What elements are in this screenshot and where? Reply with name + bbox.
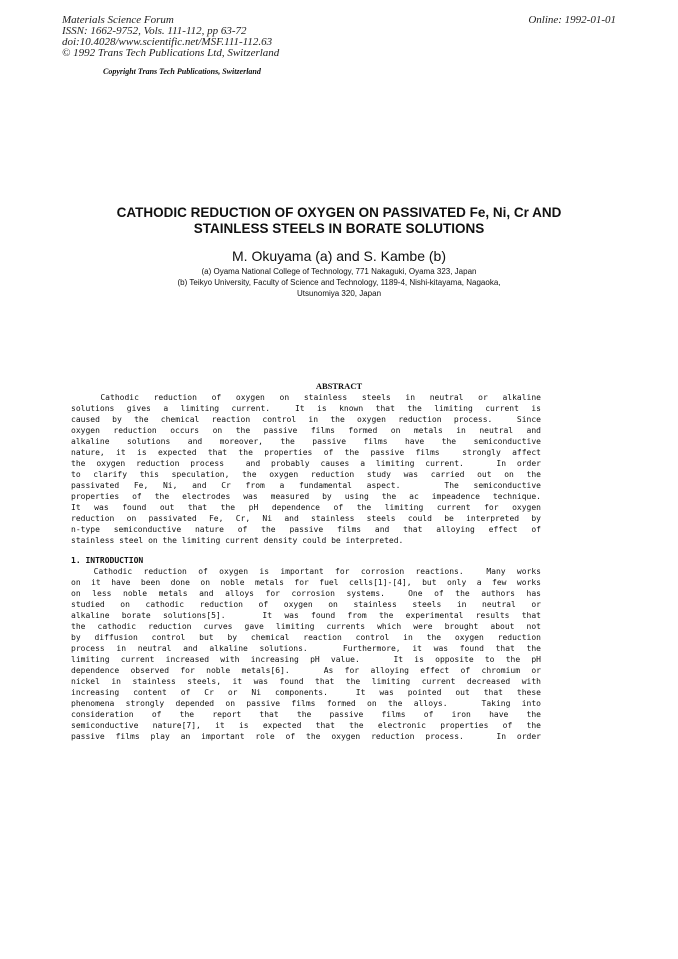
journal-info xyxy=(62,15,422,59)
text-line: increasing content of Cr or Ni components. It was pointed out that these xyxy=(71,688,541,697)
text-line: studied on cathodic reduction of oxygen on stainless steels in neutral or xyxy=(71,600,541,609)
text-line: n-type semiconductive nature of the passive films and that alloying effect of xyxy=(71,525,541,534)
text-line: oxygen reduction occurs on the passive films formed on metals in neutral and xyxy=(71,426,541,435)
paper-title xyxy=(80,205,598,237)
text-line: semiconductive nature[7], it is expected that the electronic properties of the xyxy=(71,721,541,730)
text-line: nature, it is expected that the properties of the passive films strongly affect xyxy=(71,448,541,457)
text-line: caused by the chemical reaction control in the oxygen reduction process. Since xyxy=(71,415,541,424)
text-line: alkaline borate solutions[5]. It was found from the experimental results that xyxy=(71,611,541,620)
text-line: the oxygen reduction process and probably causes a limiting current. In order xyxy=(71,459,541,468)
text-line: passivated Fe, Ni, and Cr from a fundamental aspect. The semiconductive xyxy=(71,481,541,490)
text-line: by diffusion control but by chemical reaction control in the oxygen reduction xyxy=(71,633,541,642)
text-line: process in neutral and alkaline solutions. Furthermore, it was found that the xyxy=(71,644,541,653)
text-line: It was found out that the pH dependence of the limiting current for oxygen xyxy=(71,503,541,512)
journal-issn: ISSN: 1662-9752, Vols. 111-112, pp 63-72 xyxy=(62,25,247,37)
text-line: nickel in stainless steels, it was found that the limiting current decreased with xyxy=(71,677,541,686)
online-date: Online: 1992-01-01 xyxy=(528,14,616,26)
journal-copyright: © 1992 Trans Tech Publications Ltd, Switzerland xyxy=(62,47,280,59)
text-line: consideration of the report that the passive films of iron have the xyxy=(71,710,541,719)
text-line: dependence observed for noble metals[6]. As for alloying effect of chromium or xyxy=(71,666,541,675)
text-line: passive films play an important role of the oxygen reduction process. In order xyxy=(71,732,541,741)
text-line: Cathodic reduction of oxygen on stainless steels in neutral or alkaline xyxy=(71,393,541,402)
introduction-heading: 1. INTRODUCTION xyxy=(71,556,144,565)
abstract-body xyxy=(71,392,541,546)
text-line: properties of the electrodes was measured by using the ac impeadence technique. xyxy=(71,492,541,501)
text-line: solutions gives a limiting current. It is known that the limiting current is xyxy=(71,404,541,413)
affiliation-line: (a) Oyama National College of Technology, 771 Nakaguki, Oyama 323, Japan xyxy=(201,267,477,276)
text-line: alkaline solutions and moreover, the passive films have the semiconductive xyxy=(71,437,541,446)
text-line: stainless steel on the limiting current density could be interpreted. xyxy=(71,536,404,545)
publisher-copyright: Copyright Trans Tech Publications, Switzerland xyxy=(103,67,261,76)
affiliation-line: Utsunomiya 320, Japan xyxy=(296,289,382,298)
text-line: Cathodic reduction of oxygen is important for corrosion reactions. Many works xyxy=(71,567,541,576)
text-line: limiting current increased with increasing pH value. It is opposite to the pH xyxy=(71,655,541,664)
title-line: STAINLESS STEELS IN BORATE SOLUTIONS xyxy=(193,221,485,236)
text-line: to clarify this speculation, the oxygen reduction study was carried out on the xyxy=(71,470,541,479)
journal-doi[interactable]: doi:10.4028/www.scientific.net/MSF.111-112.63 xyxy=(62,36,273,48)
authors: M. Okuyama (a) and S. Kambe (b) xyxy=(232,248,446,264)
text-line: reduction on passivated Fe, Cr, Ni and stainless steels could be interpreted by xyxy=(71,514,541,523)
text-line: on less noble metals and alloys for corrosion systems. One of the authors has xyxy=(71,589,541,598)
abstract-heading: ABSTRACT xyxy=(315,381,363,391)
text-line: phenomena strongly depended on passive films formed on the alloys. Taking into xyxy=(71,699,541,708)
title-line: CATHODIC REDUCTION OF OXYGEN ON PASSIVATED Fe, Ni, Cr AND xyxy=(116,205,562,220)
journal-name: Materials Science Forum xyxy=(62,14,174,26)
affiliations xyxy=(80,266,598,299)
affiliation-line: (b) Teikyo University, Faculty of Science and Technology, 1189-4, Nishi-kitayama, Nagaoka, xyxy=(177,278,501,287)
text-line: the cathodic reduction curves gave limiting currents which were brought about not xyxy=(71,622,541,631)
text-line: on it have been done on noble metals for fuel cells[1]-[4], but only a few works xyxy=(71,578,541,587)
introduction-body xyxy=(71,566,541,742)
